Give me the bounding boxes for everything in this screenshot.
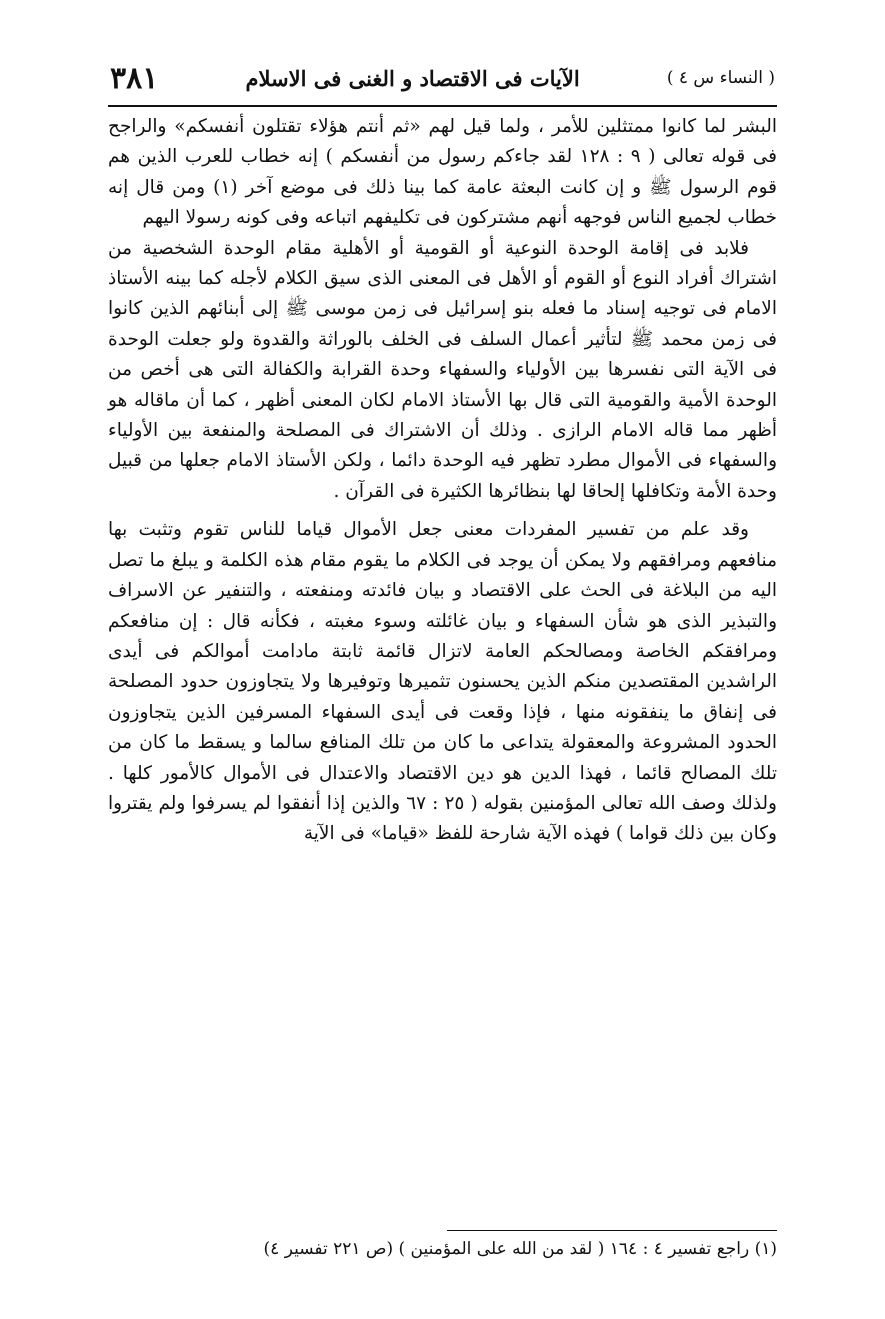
header-divider [108, 105, 777, 107]
chapter-reference: ( النساء س ٤ ) [666, 68, 775, 88]
footnote: (١) راجع تفسير ٤ : ١٦٤ ( لقد من الله على المؤمنين ) (ص ٢٢١ تفسير ٤) [263, 1239, 777, 1259]
main-text [108, 112, 777, 850]
paragraph-1: البشر لما كانوا ممتثلين للأمر ، ولما قيل لهم «ثم أنتم هؤلاء تقتلون أنفسكم» والراجح فى قوله تعالى ( ٩ : ١٢٨ لقد جاءكم رسول من أنفسكم ) إنه خطاب للعرب الذين هم قوم الرسول ﷺ و إن كانت البعثة عامة كما بينا ذلك فى موضع آخر (١) ومن قال إنه خطاب لجميع الناس فوجهه أنهم مشتركون فى تكليفهم اتباعه وفى كونه رسولا اليهم [108, 116, 777, 229]
paragraph-3: وقد علم من تفسير المفردات معنى جعل الأموال قياما للناس تقوم وتثبت بها منافعهم ومرافقهم ولا يمكن أن يوجد فى الكلام ما يقوم مقام هذه الكلمة و يبلغ ما تصل اليه من البلاغة فى الحث على الاقتصاد و بيان فائدته ومنفعته ، والتنفير عن الاسراف والتبذير الذى هو شأن السفهاء و بيان غائلته وسوء مغبته ، فكأنه قال : إن منافعكم ومرافقكم الخاصة ومصالحكم العامة لاتزال قائمة ثابتة مادامت أموالكم فى أيدى الراشدين المقتصدين منكم الذين يحسنون تثميرها وتوفيرها ولا يتجاوزون حدود المصلحة فى إنفاق ما ينفقونه منها ، فإذا وقعت فى أيدى السفهاء المسرفين الذين يتجاوزون الحدود المشروعة والمعقولة يتداعى ما كان من تلك المنافع سالما و يسقط ما كان من تلك المصالح قائما ، فهذا الدين هو دين الاقتصاد والاعتدال فى الأموال كالأمور كلها . ولذلك وصف الله تعالى المؤمنين بقوله ( ٢٥ : ٦٧ والذين إذا أنفقوا لم يسرفوا ولم يقتروا وكان بين ذلك قواما ) فهذه الآية شارحة للفظ «قياما» فى الآية [108, 519, 778, 845]
footnote-divider [447, 1230, 777, 1231]
page-number: ٣٨١ [110, 60, 159, 96]
page-header [110, 56, 775, 100]
paragraph-2: فلابد فى إقامة الوحدة النوعية أو القومية أو الأهلية مقام الوحدة الشخصية من اشتراك أفراد النوع أو القوم أو الأهل فى المعنى الذى سيق الكلام لأجله كما بينه الأستاذ الامام فى توجيه إسناد ما فعله بنو إسرائيل فى زمن موسى ﷺ إلى أبنائهم الذين كانوا فى زمن محمد ﷺ لتأثير أعمال السلف فى الخلف بالوراثة والقدوة ولو جعلت الوحدة فى الآية التى نفسرها بين الأولياء والسفهاء وحدة القرابة والكفالة التى هى أخص من الوحدة الأمية والقومية التى قال بها الأستاذ الامام لكان المعنى أظهر ، كما أن ماقاله هو أظهر مما قاله الامام الرازى . وذلك أن الاشتراك فى المصلحة والمنفعة بين الأولياء والسفهاء فى الأموال مطرد تظهر فيه الوحدة دائما ، ولكن الأستاذ الامام جعلها من قبيل وحدة الأمة وتكافلها إلحاقا لها بنظائرها الكثيرة فى القرآن . [108, 237, 777, 502]
running-title: الآيات فى الاقتصاد و الغنى فى الاسلام [245, 65, 580, 91]
